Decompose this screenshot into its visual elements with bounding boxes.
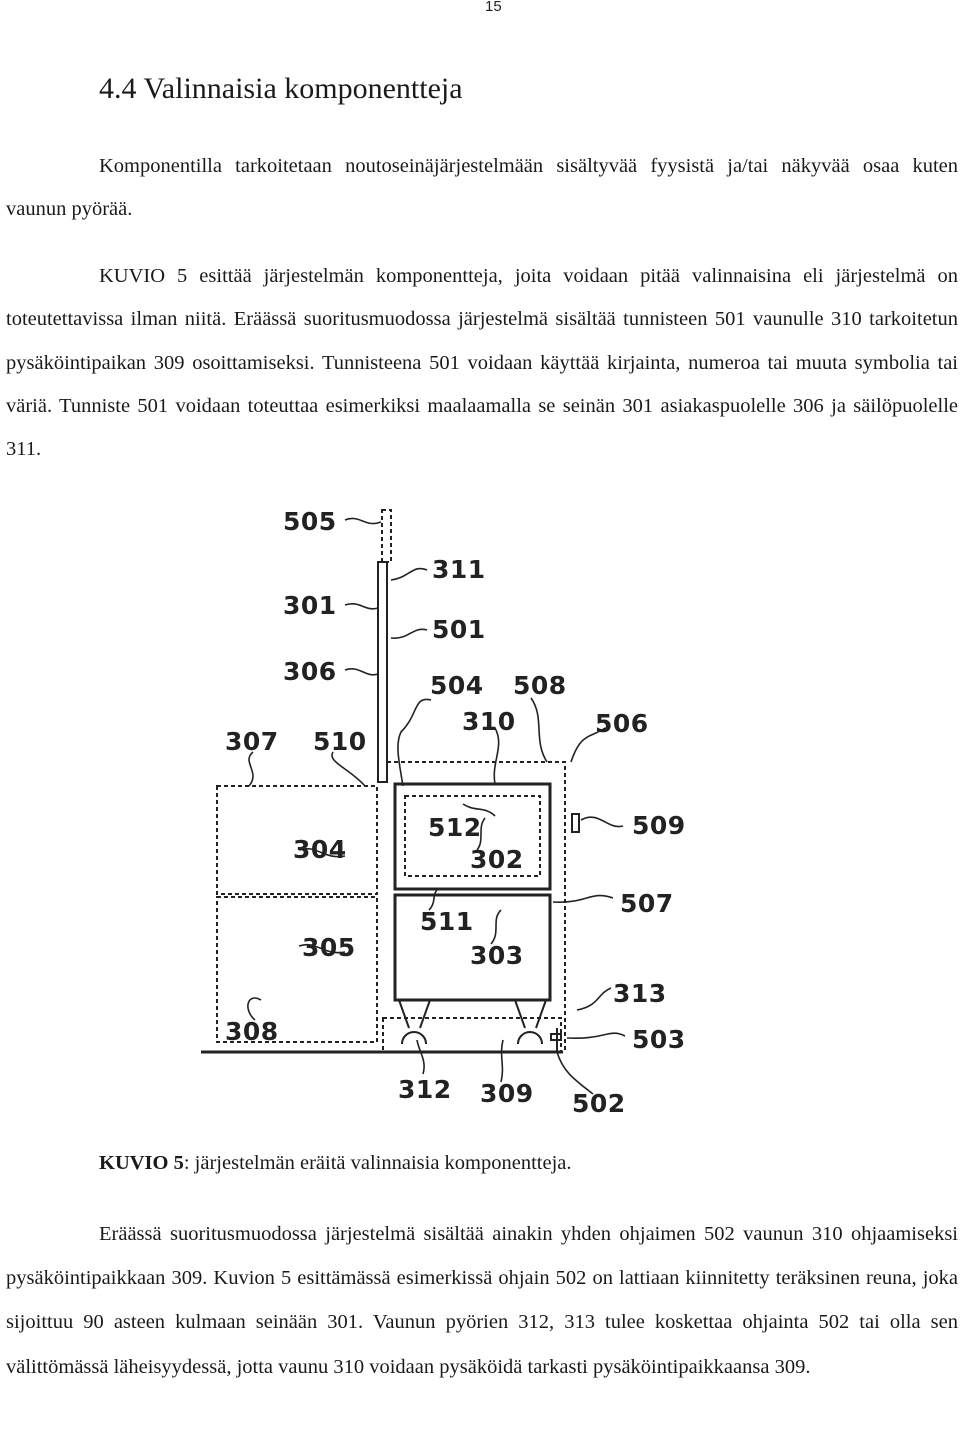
component-diagram	[195, 500, 695, 1120]
wheel-leg-right-inner	[536, 1000, 546, 1028]
label-503: 503	[632, 1025, 686, 1054]
leader-504	[398, 699, 431, 786]
label-504: 504	[430, 671, 484, 700]
wheel-leg-right	[515, 1000, 525, 1028]
label-509: 509	[632, 811, 686, 840]
label-506: 506	[595, 709, 649, 738]
body-paragraph: KUVIO 5 esittää järjestelmän komponentteja, joita voidaan pitää valinnaisina eli järjestelmä on toteutettavissa ilman niitä. Eräässä suoritusmuodossa järjestelmä sisältää tunnisteen 501 vaunulle 310 tarkoitetun pysäköintipaikan 309 osoittamiseksi. Tunnisteena 501 voidaan käyttää kirjainta, numeroa tai muuta symbolia tai väriä. Tunniste 501 voidaan toteuttaa esimerkiksi maalaamalla se seinän 301 asiakaspuolelle 306 ja säilöpuolelle 311.	[6, 265, 958, 461]
leader-303	[491, 910, 501, 944]
label-311: 311	[432, 555, 486, 584]
page-number: 15	[485, 0, 502, 15]
figure-caption	[99, 1152, 572, 1175]
identifier-509	[572, 814, 579, 832]
wheel-leg-left	[399, 1000, 409, 1028]
leader-510	[332, 752, 365, 786]
intro-paragraph: Komponentilla tarkoitetaan noutoseinäjärjestelmään sisältyvää fyysistä ja/tai näkyvää osaa kuten vaunun pyörää.	[6, 155, 958, 221]
leader-309	[501, 1040, 503, 1082]
label-301: 301	[283, 591, 337, 620]
label-304: 304	[293, 835, 347, 864]
label-507: 507	[620, 889, 674, 918]
leader-310	[494, 728, 498, 784]
wheel-leg-left-inner	[420, 1000, 430, 1028]
leader-508	[531, 698, 547, 762]
wall-extension-505	[382, 510, 391, 562]
caption-text: : järjestelmän eräitä valinnaisia komponentteja.	[183, 1152, 572, 1174]
label-308: 308	[225, 1017, 279, 1046]
label-309: 309	[480, 1079, 534, 1108]
label-510: 510	[313, 727, 367, 756]
closing-paragraph: Eräässä suoritusmuodossa järjestelmä sisältää ainakin yhden ohjaimen 502 vaunun 310 ohjaamiseksi pysäköintipaikkaan 309. Kuvion 5 esittämässä esimerkissä ohjain 502 on lattiaan kiinnitetty teräksinen reuna, joka sijoittuu 90 asteen kulmaan seinään 301. Vaunun pyörien 312, 313 tulee koskettaa ohjainta 502 tai olla sen välittömässä läheisyydessä, jotta vaunu 310 voidaan pysäköidä tarkasti pysäköintipaikkaansa 309.	[6, 1223, 958, 1378]
wheel-313	[518, 1032, 542, 1044]
leader-502	[557, 1052, 593, 1094]
label-312: 312	[398, 1075, 452, 1104]
leader-503	[567, 1033, 625, 1038]
leader-311	[391, 569, 427, 580]
guide-502	[383, 1018, 561, 1052]
label-501: 501	[432, 615, 486, 644]
label-512: 512	[428, 813, 482, 842]
leader-509	[581, 817, 623, 826]
label-310: 310	[462, 707, 516, 736]
label-306: 306	[283, 657, 337, 686]
leader-307	[249, 752, 253, 786]
label-313: 313	[613, 979, 667, 1008]
caption-prefix: KUVIO 5	[99, 1152, 184, 1174]
leader-501	[391, 629, 427, 638]
label-303: 303	[470, 941, 524, 970]
label-505: 505	[283, 507, 337, 536]
leader-301	[345, 604, 378, 609]
wall-301	[378, 562, 387, 782]
label-502: 502	[572, 1089, 626, 1118]
label-511: 511	[420, 907, 474, 936]
label-508: 508	[513, 671, 567, 700]
label-307: 307	[225, 727, 279, 756]
label-302: 302	[470, 845, 524, 874]
storage-outline-506	[387, 762, 565, 1052]
leader-507	[553, 896, 613, 903]
leader-312	[417, 1040, 424, 1074]
section-heading: 4.4 Valinnaisia komponentteja	[99, 72, 463, 105]
leader-313	[577, 988, 611, 1010]
leader-505	[345, 518, 381, 523]
label-305: 305	[302, 933, 356, 962]
wheel-312	[402, 1032, 426, 1044]
leader-306	[345, 669, 378, 675]
